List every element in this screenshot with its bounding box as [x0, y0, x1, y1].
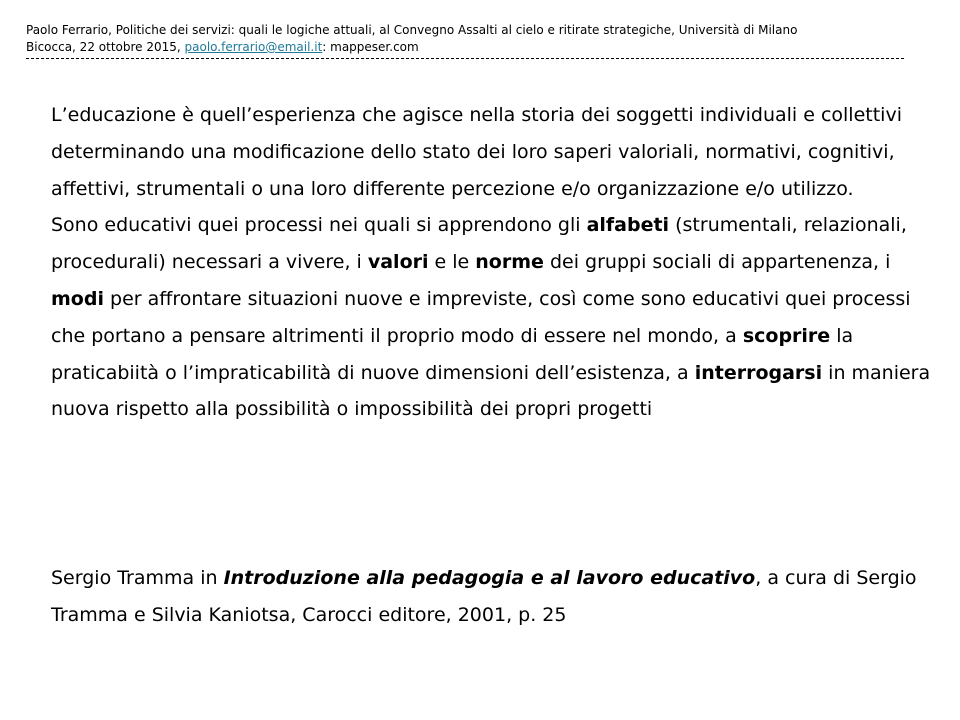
citation-text: [51, 560, 931, 634]
keyword-interrogarsi: interrogarsi: [694, 361, 823, 384]
keyword-norme: norme: [475, 251, 544, 274]
header-date-text: Bicocca, 22 ottobre 2015,: [26, 40, 185, 54]
source-citation: [51, 560, 931, 634]
text-segment: la praticabiità o l’impraticabilità di nuove dimensioni dell’esistenza, a: [51, 324, 854, 384]
keyword-alfabeti: alfabeti: [586, 214, 670, 237]
text-segment: dei gruppi sociali di appartenenza, i: [543, 251, 891, 274]
text-segment: per affrontare situazioni nuove e impreviste, così come sono educativi quei processi che portano a pensare altrimenti il proprio modo di essere nel mondo, a: [51, 287, 911, 347]
paragraph-processes: [51, 207, 931, 428]
email-link[interactable]: paolo.ferrario@email.it: [184, 40, 323, 54]
text-segment: in maniera nuova rispetto alla possibilità o impossibilità dei propri progetti: [51, 361, 931, 421]
header-line-1: Paolo Ferrario, Politiche dei servizi: quali le logiche attuali, al Convegno Assalti al cielo e ritirate strategiche, Università di Milano: [26, 23, 798, 37]
keyword-valori: valori: [367, 251, 429, 274]
citation-author: Sergio Tramma in: [51, 567, 224, 589]
header-citation: [26, 22, 926, 56]
citation-publisher: , a cura di Sergio Tramma e Silvia Kaniotsa, Carocci editore, 2001, p. 25: [51, 567, 917, 626]
text-segment: Sono educativi quei processi nei quali si apprendono gli: [51, 214, 587, 237]
main-text: [51, 97, 931, 428]
header-line-2: [26, 39, 926, 56]
header-site-text: : mappeser.com: [322, 40, 419, 54]
text-segment: (strumentali, relazionali, procedurali) necessari a vivere, i: [51, 214, 907, 274]
book-title: Introduzione alla pedagogia e al lavoro educativo: [223, 567, 756, 589]
paragraph-definition: L’educazione è quell’esperienza che agisce nella storia dei soggetti individuali e collettivi determinando una modificazione dello stato dei loro saperi valoriali, normativi, cognitivi, affettivi, strumentali o una loro differente percezione e/o organizzazione e/o utilizzo.: [51, 104, 902, 200]
text-segment: e le: [428, 251, 476, 274]
dashed-separator: [26, 58, 904, 59]
keyword-scoprire: scoprire: [742, 324, 831, 347]
keyword-modi: modi: [51, 287, 104, 310]
